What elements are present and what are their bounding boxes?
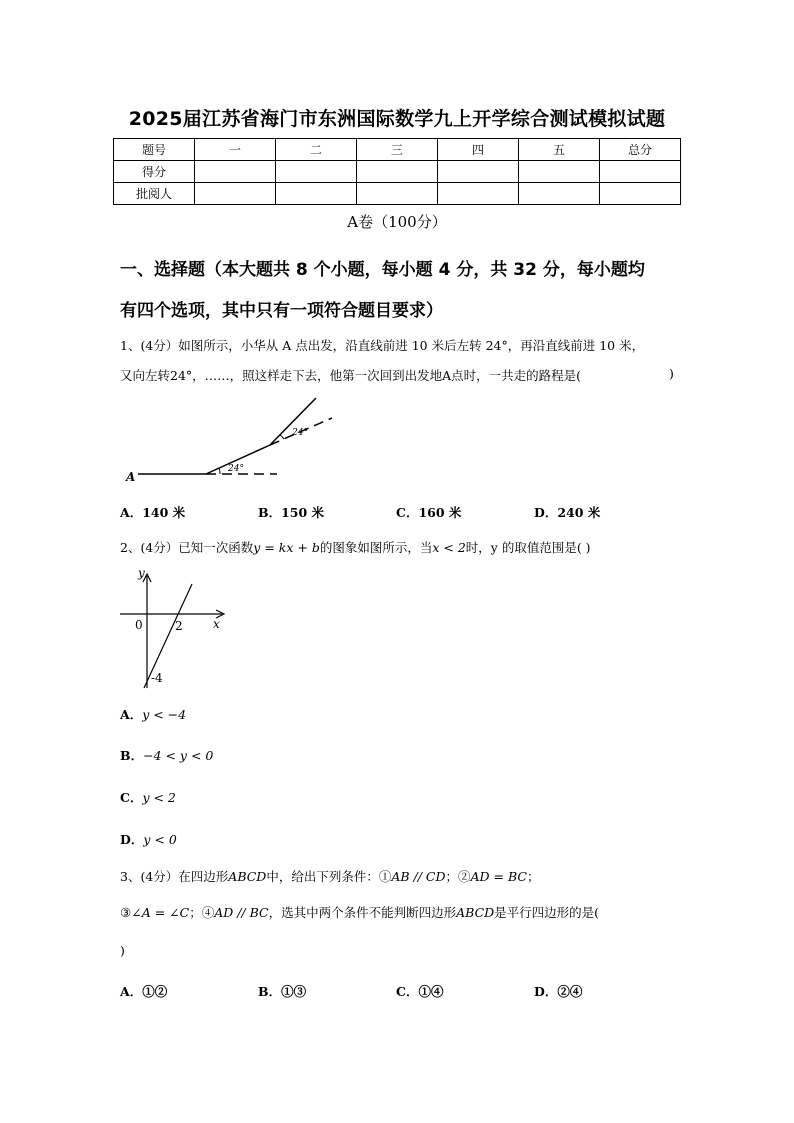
blank-cell[interactable]	[195, 161, 276, 183]
blank-cell[interactable]	[276, 183, 357, 205]
question-3-line1	[120, 867, 540, 885]
blank-cell[interactable]	[438, 161, 519, 183]
table-header-cell: 四	[438, 139, 519, 161]
q3-option-d[interactable]: D．②④	[534, 984, 583, 999]
question-3-line3: )	[120, 943, 125, 958]
q2-option-c-expr: y < 2	[142, 790, 176, 805]
question-1-figure	[120, 392, 350, 486]
table-header-cell: 二	[276, 139, 357, 161]
section-heading-line1: 一、选择题（本大题共 8 个小题，每小题 4 分，共 32 分，每小题均	[120, 260, 645, 280]
q3-line2-post: 是平行四边形的是(	[494, 905, 600, 920]
q2-option-d[interactable]	[120, 830, 177, 848]
q3-cond-1: AB // CD	[391, 869, 446, 884]
q3-sep-2: ；	[526, 869, 540, 884]
q2-option-b[interactable]	[120, 746, 213, 764]
q3-line2-mid: ，选其中两个条件不能判断四边形	[268, 905, 457, 920]
question-1-line1: 1、(4分）如图所示，小华从 A 点出发，沿直线前进 10 米后左转 24°，再沿直线前进 10 米，	[120, 338, 645, 353]
q2-condition: x < 2	[432, 540, 466, 555]
blank-cell[interactable]	[357, 183, 438, 205]
q2-option-a-label: A．	[120, 707, 143, 722]
question-3-line2	[120, 903, 599, 921]
q3-cond-2: AD = BC	[470, 869, 527, 884]
q3-sep-3: ；④	[189, 905, 215, 920]
q2-mid: 的图象如图所示，当	[319, 540, 433, 555]
q2-option-d-label: D．	[120, 832, 144, 847]
score-table	[113, 138, 681, 205]
x-intercept-label: 2	[175, 619, 183, 633]
table-row-score	[114, 161, 681, 183]
paper-label: A卷（100分）	[347, 213, 447, 231]
question-2-graph	[114, 564, 234, 690]
q2-formula: y = kx + b	[253, 540, 320, 555]
q1-option-a[interactable]: A．140 米	[120, 505, 186, 520]
blank-cell[interactable]	[276, 161, 357, 183]
angle-label-1: 24°	[228, 464, 244, 474]
blank-cell[interactable]	[195, 183, 276, 205]
q2-option-c[interactable]	[120, 788, 176, 806]
y-intercept-label: -4	[151, 671, 163, 685]
table-row-reviewer	[114, 183, 681, 205]
q1-option-b[interactable]: B．150 米	[258, 505, 325, 520]
q3-sep-1: ；②	[445, 869, 471, 884]
q2-option-b-label: B．	[120, 748, 144, 763]
q3-abcd-2: ABCD	[456, 905, 495, 920]
blank-cell[interactable]	[357, 161, 438, 183]
angle-arc-1	[219, 468, 220, 474]
q2-option-b-expr: −4 < y < 0	[143, 748, 214, 763]
table-header-cell: 总分	[600, 139, 681, 161]
q1-option-c[interactable]: C．160 米	[396, 505, 462, 520]
q2-option-a-expr: y < −4	[142, 707, 187, 722]
x-axis-label: x	[213, 617, 220, 631]
blank-cell[interactable]	[600, 183, 681, 205]
q2-pre: 2、(4分）已知一次函数	[120, 540, 254, 555]
q3-option-b[interactable]: B．①③	[258, 984, 307, 999]
angle-label-2: 24°	[292, 428, 308, 438]
q3-option-a[interactable]: A．①②	[120, 984, 168, 999]
document-title: 2025届江苏省海门市东洲国际数学九上开学综合测试模拟试题	[128, 108, 666, 130]
blank-cell[interactable]	[438, 183, 519, 205]
q1-option-d[interactable]: D．240 米	[534, 505, 601, 520]
q3-option-c[interactable]: C．①④	[396, 984, 444, 999]
q3-abcd: ABCD	[228, 869, 267, 884]
q3-pre: 3、(4分）在四边形	[120, 869, 229, 884]
q2-option-a[interactable]	[120, 705, 186, 723]
q3-cond-3: ∠A = ∠C	[131, 905, 190, 920]
angle-arc-2	[280, 435, 284, 439]
point-label-a: A	[126, 470, 136, 484]
question-2-text	[120, 538, 591, 556]
table-header-cell: 三	[357, 139, 438, 161]
q3-mid: 中，给出下列条件：①	[266, 869, 392, 884]
question-1-paren: )	[669, 366, 674, 381]
y-axis-label: y	[138, 566, 145, 580]
q3-line2-pre: ③	[120, 905, 132, 920]
table-header-cell: 题号	[114, 139, 195, 161]
table-header-row	[114, 139, 681, 161]
q3-cond-4: AD // BC	[214, 905, 269, 920]
table-header-cell: 一	[195, 139, 276, 161]
section-heading-line2: 有四个选项，其中只有一项符合题目要求）	[120, 301, 443, 321]
blank-cell[interactable]	[519, 183, 600, 205]
q2-option-d-expr: y < 0	[143, 832, 177, 847]
origin-label: 0	[135, 618, 143, 632]
q2-post: 时，y 的取值范围是( )	[465, 540, 591, 555]
blank-cell[interactable]	[600, 161, 681, 183]
q2-option-c-label: C．	[120, 790, 143, 805]
row-label-reviewer: 批阅人	[114, 183, 195, 205]
question-1-line2: 又向左转24°，……，照这样走下去，他第一次回到出发地A点时，一共走的路程是(	[120, 368, 582, 383]
row-label-score: 得分	[114, 161, 195, 183]
blank-cell[interactable]	[519, 161, 600, 183]
table-header-cell: 五	[519, 139, 600, 161]
